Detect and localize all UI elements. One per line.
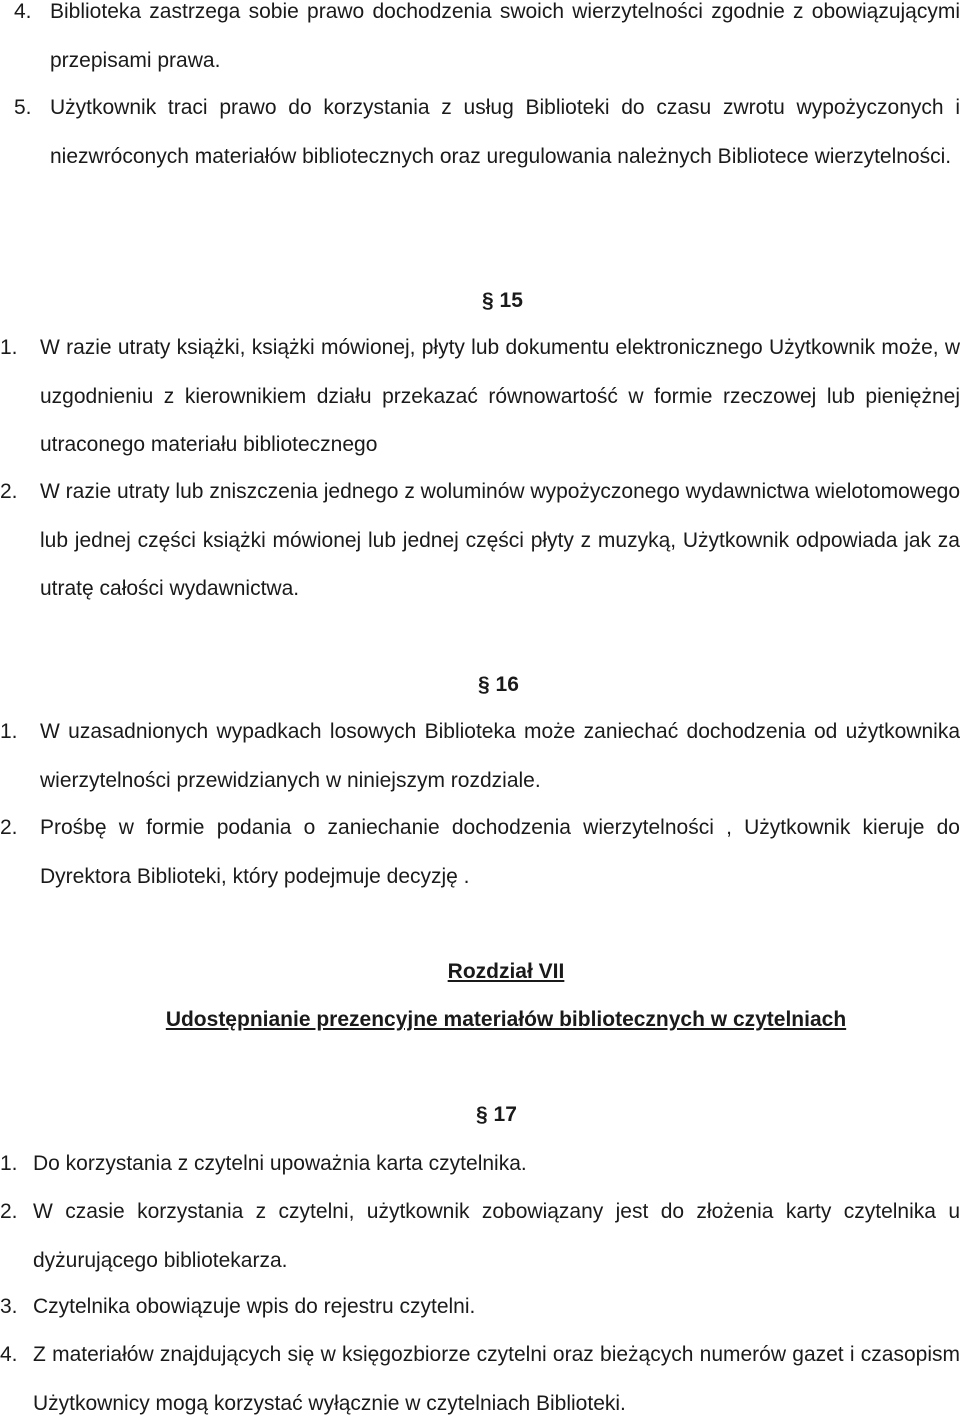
chapter-heading: Rozdział VII [447,960,565,983]
paragraph-item [0,1140,960,1189]
item-number: 5. [14,96,32,119]
item-number: 2. [0,816,18,839]
paragraph-item [0,1331,960,1428]
item-text: Prośbę w formie podania o zaniechanie dochodzenia wierzytelności , Użytkownik kieruje do Dyrektora Biblioteki, który podejmuje decyzję . [40,816,960,888]
paragraph-item [0,468,960,614]
item-number: 1. [0,1152,18,1175]
item-number: 3. [0,1295,18,1318]
item-text: Użytkownik traci prawo do korzystania z usług Biblioteki do czasu zwrotu wypożyczonych i niezwróconych materiałów bibliotecznych oraz uregulowania należnych Bibliotece wierzytelności. [50,96,960,168]
paragraph-item [0,804,960,901]
item-text: Do korzystania z czytelni upoważnia karta czytelnika. [33,1152,527,1175]
paragraph-item [0,324,960,470]
item-text: Czytelnika obowiązuje wpis do rejestru czytelni. [33,1295,476,1318]
item-text: Biblioteka zastrzega sobie prawo dochodzenia swoich wierzytelności zgodnie z obowiązującymi przepisami prawa. [50,0,960,72]
item-text: Z materiałów znajdujących się w księgozbiorze czytelni oraz bieżących numerów gazet i czasopism Użytkownicy mogą korzystać wyłącznie w czytelniach Biblioteki. [33,1343,960,1415]
paragraph-item [14,84,960,181]
item-number: 2. [0,480,18,503]
paragraph-item [0,1283,960,1332]
paragraph-item [14,0,960,85]
section-heading: § 16 [478,673,519,696]
section-heading: § 17 [476,1103,517,1126]
chapter-title: Udostępnianie prezencyjne materiałów bibliotecznych w czytelniach [165,1008,847,1031]
item-number: 4. [14,0,32,23]
item-number: 2. [0,1200,18,1223]
item-number: 4. [0,1343,18,1366]
item-number: 1. [0,720,18,743]
item-text: W czasie korzystania z czytelni, użytkownik zobowiązany jest do złożenia karty czytelnika u dyżurującego bibliotekarza. [33,1200,960,1272]
paragraph-item [0,1188,960,1285]
item-text: W uzasadnionych wypadkach losowych Biblioteka może zaniechać dochodzenia od użytkownika wierzytelności przewidzianych w niniejszym rozdziale. [40,720,960,792]
section-heading: § 15 [482,289,523,312]
item-number: 1. [0,336,18,359]
paragraph-item [0,708,960,805]
item-text: W razie utraty lub zniszczenia jednego z woluminów wypożyczonego wydawnictwa wielotomowego lub jednej części książki mówionej lub jednej części płyty z muzyką, Użytkownik odpowiada jak za utratę całości wydawnictwa. [40,480,960,600]
item-text: W razie utraty książki, książki mówionej, płyty lub dokumentu elektronicznego Użytkownik może, w uzgodnieniu z kierownikiem działu przekazać równowartość w formie rzeczowej lub pieniężnej utraconego materiału bibliotecznego [40,336,960,456]
